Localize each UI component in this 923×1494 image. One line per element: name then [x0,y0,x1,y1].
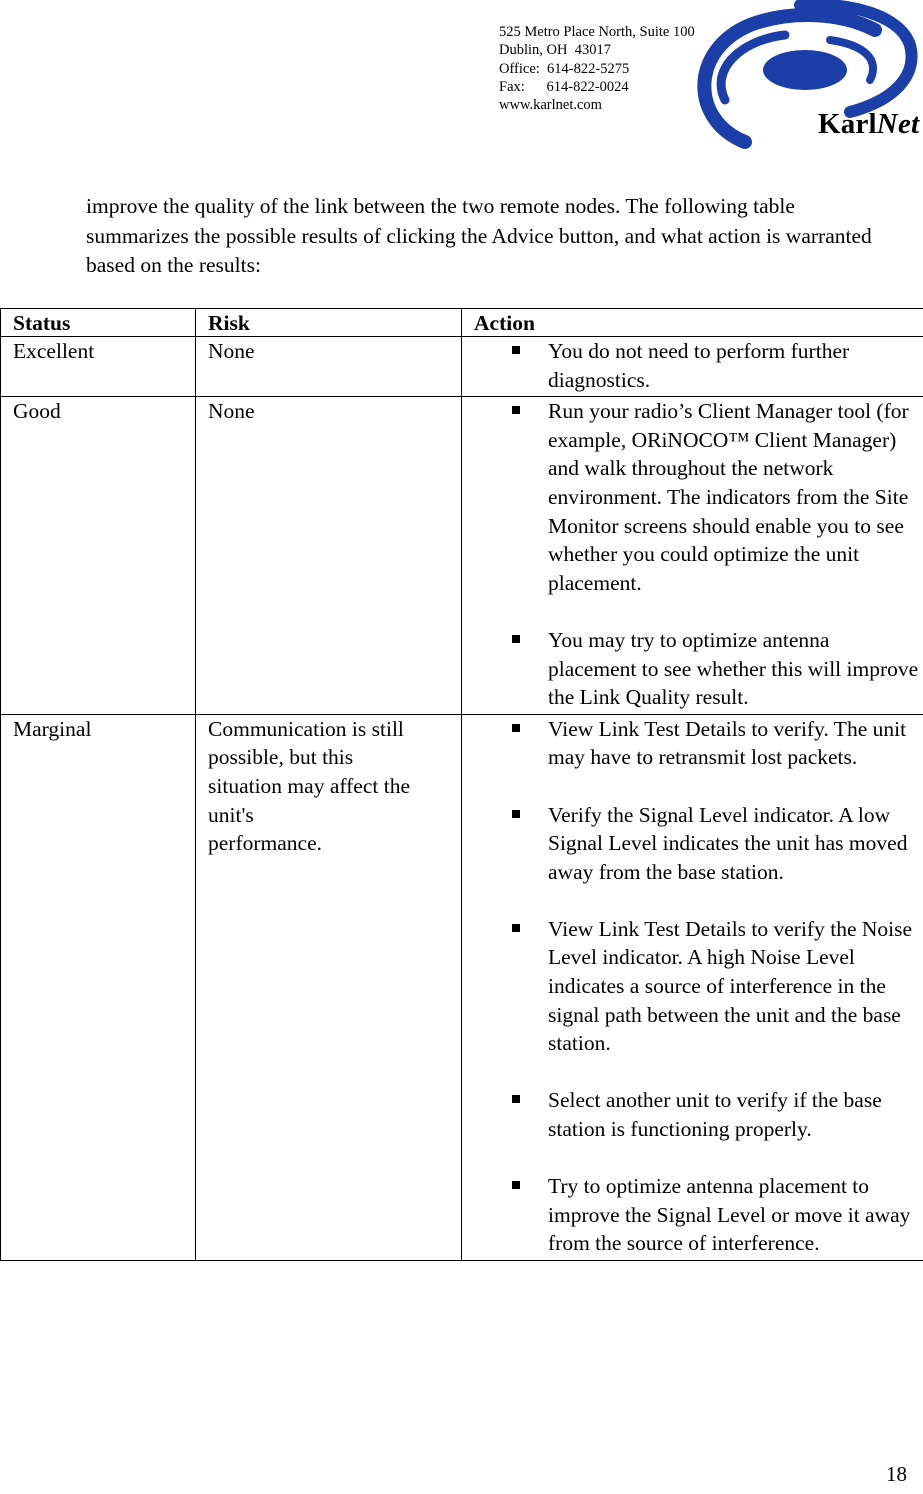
action-text: Try to optimize antenna placement to improve the Signal Level or move it away from the source of interference. [548,1174,911,1256]
address-line: Fax: 614-822-0024 [499,78,629,95]
status-cell: Excellent [1,337,196,397]
bullet-square-icon [512,810,520,818]
address-line: Dublin, OH 43017 [499,42,611,59]
table-row [1,337,923,397]
logo-wordmark [818,108,919,141]
bullet-square-icon [512,346,520,354]
action-text: View Link Test Details to verify the Noise Level indicator. A high Noise Level indicates a source of interference in the signal path between the unit and the base station. [548,916,913,1056]
action-item [462,626,919,712]
risk-line: unit's [208,802,254,827]
risk-line: possible, but this [208,745,354,770]
header-risk: Risk [196,309,462,337]
header-status: Status [1,309,196,337]
action-text: Select another unit to verify if the base station is functioning properly. [548,1088,882,1142]
company-address [499,23,695,114]
risk-line: situation may affect the [208,773,410,798]
page-number: 18 [886,1462,907,1486]
header-action: Action [462,309,923,337]
action-item [462,801,919,887]
action-item [462,715,919,772]
action-cell [462,397,923,715]
intro-paragraph: improve the quality of the link between the two remote nodes. The following table summarizes the possible results of clicking the Advice button, and what action is warranted based on the results: [86,194,872,277]
status-cell: Good [1,397,196,715]
table-row [1,397,923,715]
action-item [462,1086,919,1143]
action-item [462,397,919,597]
address-line: Office: 614-822-5275 [499,60,630,77]
action-text: You may try to optimize antenna placement to see whether this will improve the Link Quality result. [548,627,919,710]
action-text: View Link Test Details to verify. The unit may have to retransmit lost packets. [548,716,907,770]
action-item [462,915,919,1058]
logo-text-regular: Karl [818,108,877,140]
risk-cell: None [196,337,462,397]
bullet-square-icon [512,724,520,732]
status-cell: Marginal [1,714,196,1260]
address-line: www.karlnet.com [499,97,602,114]
risk-cell [196,714,462,1260]
table-header-row [1,309,923,337]
logo-text-italic: Net [876,108,920,140]
action-item [462,1172,919,1258]
action-cell [462,337,923,397]
bullet-square-icon [512,406,520,414]
action-text: Verify the Signal Level indicator. A low Signal Level indicates the unit has moved away from the base station. [548,802,908,884]
action-cell [462,714,923,1260]
table-row [1,714,923,1260]
risk-cell: None [196,397,462,715]
risk-line: performance. [208,831,322,856]
bullet-square-icon [512,1095,520,1103]
action-text: You do not need to perform further diagnostics. [548,339,850,392]
action-text: Run your radio’s Client Manager tool (for example, ORiNOCO™ Client Manager) and walk throughout the network environment. The indicators from the Site Monitor screens should enable you to see whether you could optimize the unit placement. [548,399,909,595]
advice-results-table [0,308,923,1261]
bullet-square-icon [512,635,520,643]
action-item [462,337,919,394]
risk-line: Communication is still [208,716,404,741]
address-line: 525 Metro Place North, Suite 100 [499,24,695,40]
bullet-square-icon [512,924,520,932]
bullet-square-icon [512,1181,520,1189]
